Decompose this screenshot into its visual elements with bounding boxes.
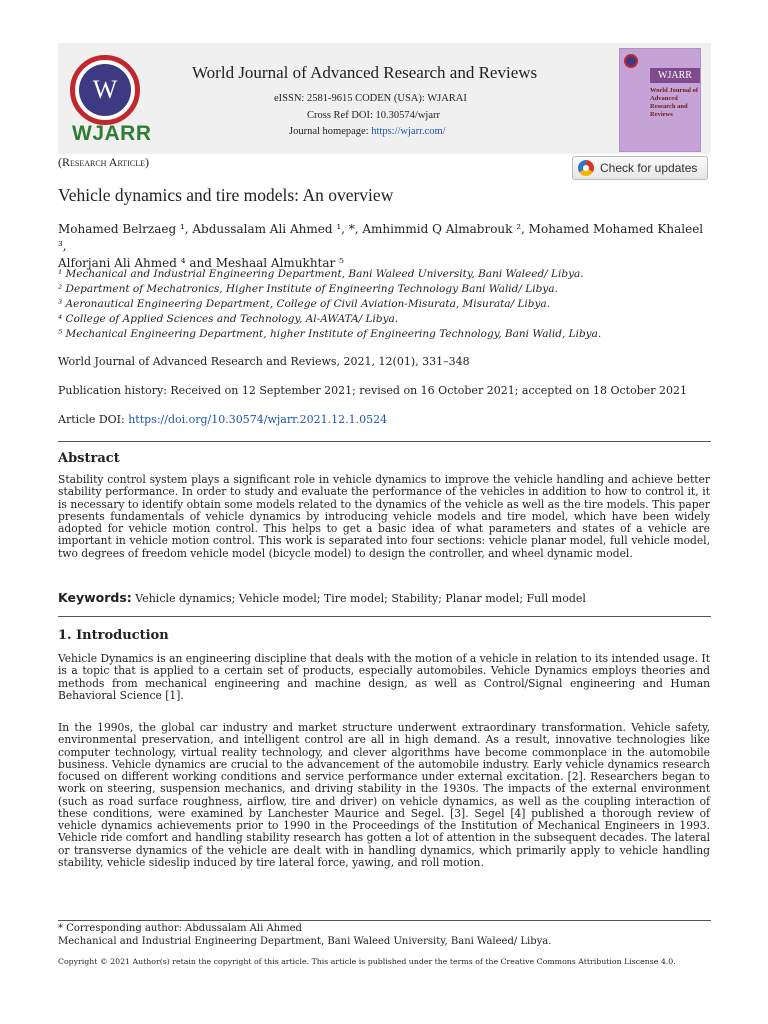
introduction-heading: 1. Introduction <box>58 628 169 643</box>
copyright: Copyright © 2021 Author(s) retain the copyright of this article. This article is published under the terms of the Creative Commons Attribution Liscense 4.0. <box>58 957 676 966</box>
intro-paragraph: Vehicle Dynamics is an engineering discipline that deals with the motion of a vehicle in relation to its intended usage. It is a topic that is applied to a certain set of products, especially automobiles. Vehicle Dynamics employs theories and methods from mechanical engineering and machine design, as well as Control/Signal engineering and Human Behavioral Science [1]. <box>58 652 710 702</box>
affiliation: ² Department of Mechatronics, Higher Institute of Engineering Technology Bani Walid/ Libya. <box>58 283 558 295</box>
intro-paragraph: In the 1990s, the global car industry and market structure underwent extraordinary transformation. Vehicle safety, environmental preservation, and intelligent control are all in high demand. As a result, innovative technologies like computer technology, virtual reality technology, and clever algorithms have become commonplace in the automobile business. Vehicle dynamics are crucial to the advancement of the automobile industry. Early vehicle dynamics research focused on different working conditions and service performance under external excitation. [2]. Researchers began to work on steering, suspension mechanics, and driving stability in the 1930s. The impacts of the external environment (such as road surface roughness, airflow, tire and driver) on vehicle dynamics, as well as the coupling interaction of these conditions, were examined by Lanchester Maurice and Segel. [3]. Segel [4] published a thorough review of vehicle dynamics achievements prior to 1990 in the Proceedings of the Institution of Mechanical Engineers in 1993. Vehicle ride comfort and handling stability research has gotten a lot of attention in the subsequent decades. The lateral or transverse dynamics of the vehicle are dealt with in handling dynamics, which primarily apply to vehicle handling stability, vehicle sideslip induced by tire lateral force, yawing, and roll motion. <box>58 721 710 869</box>
keywords-label: Keywords: <box>58 590 132 605</box>
article-doi <box>58 413 387 426</box>
affiliation: ¹ Mechanical and Industrial Engineering Department, Bani Waleed University, Bani Waleed/ Libya. <box>58 268 584 280</box>
logo-text: WJARR <box>72 122 152 145</box>
check-updates-label: Check for updates <box>600 161 698 175</box>
journal-cover <box>619 48 701 152</box>
corresponding-author: * Corresponding author: Abdussalam Ali Ahmed <box>58 923 302 934</box>
issn-line: eISSN: 2581-9615 CODEN (USA): WJARAI <box>274 93 467 104</box>
cover-band: WJARR <box>650 68 700 83</box>
journal-logo <box>70 55 140 125</box>
check-updates-icon <box>578 160 594 176</box>
abstract-heading: Abstract <box>58 451 120 466</box>
affiliation: ³ Aeronautical Engineering Department, College of Civil Aviation-Misurata, Misurata/ Libya. <box>58 298 551 310</box>
logo-letter: W <box>79 64 131 116</box>
cover-logo-icon <box>624 54 638 68</box>
affiliations <box>58 267 713 342</box>
homepage-label: Journal homepage: <box>289 126 372 137</box>
abstract-text: Stability control system plays a significant role in vehicle dynamics to improve the vehicle handling and achieve better stability performance. In order to study and evaluate the performance of the vehicles in addition to how to control it, it is necessary to identify obtain some models related to the dynamics of the vehicle as well as the tire models. This paper presents fundamentals of vehicle dynamics by introducing vehicle models and tire model, which have been widely adopted for vehicle motion control. This helps to get a basic idea of what parameters and states of a vehicle are important in vehicle motion control. This work is separated into four sections: vehicle planar model, full vehicle model, two degrees of freedom vehicle model (bicycle model) to design the controller, and wheel dynamic model. <box>58 473 710 560</box>
divider <box>58 441 711 442</box>
authors <box>58 221 713 272</box>
homepage-line <box>289 126 446 137</box>
cover-text: World Journal of Advanced Research and Reviews <box>650 87 699 118</box>
check-updates-button[interactable] <box>572 156 708 180</box>
doi-link[interactable]: https://doi.org/10.30574/wjarr.2021.12.1.0524 <box>128 413 388 426</box>
publication-history: Publication history: Received on 12 September 2021; revised on 16 October 2021; accepted on 18 October 2021 <box>58 384 688 397</box>
keywords-list: Vehicle dynamics; Vehicle model; Tire model; Stability; Planar model; Full model <box>135 592 586 605</box>
doi-label: Article DOI: <box>58 413 129 426</box>
affiliation: ⁴ College of Applied Sciences and Technology, Al-AWATA/ Libya. <box>58 313 399 325</box>
citation: World Journal of Advanced Research and Reviews, 2021, 12(01), 331–348 <box>58 355 470 368</box>
corresponding-affiliation: Mechanical and Industrial Engineering Department, Bani Waleed University, Bani Waleed/ Libya. <box>58 936 552 947</box>
footnote-divider <box>58 920 711 921</box>
keywords <box>58 590 586 605</box>
journal-title: World Journal of Advanced Research and Reviews <box>192 63 538 82</box>
crossref-line: Cross Ref DOI: 10.30574/wjarr <box>307 110 440 121</box>
affiliation: ⁵ Mechanical Engineering Department, higher Institute of Engineering Technology, Bani Walid, Libya. <box>58 328 602 340</box>
authors-line: Mohamed Belrzaeg ¹, Abdussalam Ali Ahmed ¹, *, Amhimmid Q Almabrouk ², Mohamed Mohamed Khaleel ³, <box>58 222 704 253</box>
article-type: (Research Article) <box>58 155 149 169</box>
divider <box>58 616 711 617</box>
homepage-link[interactable]: https://wjarr.com/ <box>371 126 446 137</box>
authors-line: Alforjani Ali Ahmed ⁴ and Meshaal Almukhtar ⁵ <box>58 256 344 270</box>
paper-title: Vehicle dynamics and tire models: An overview <box>58 185 394 205</box>
